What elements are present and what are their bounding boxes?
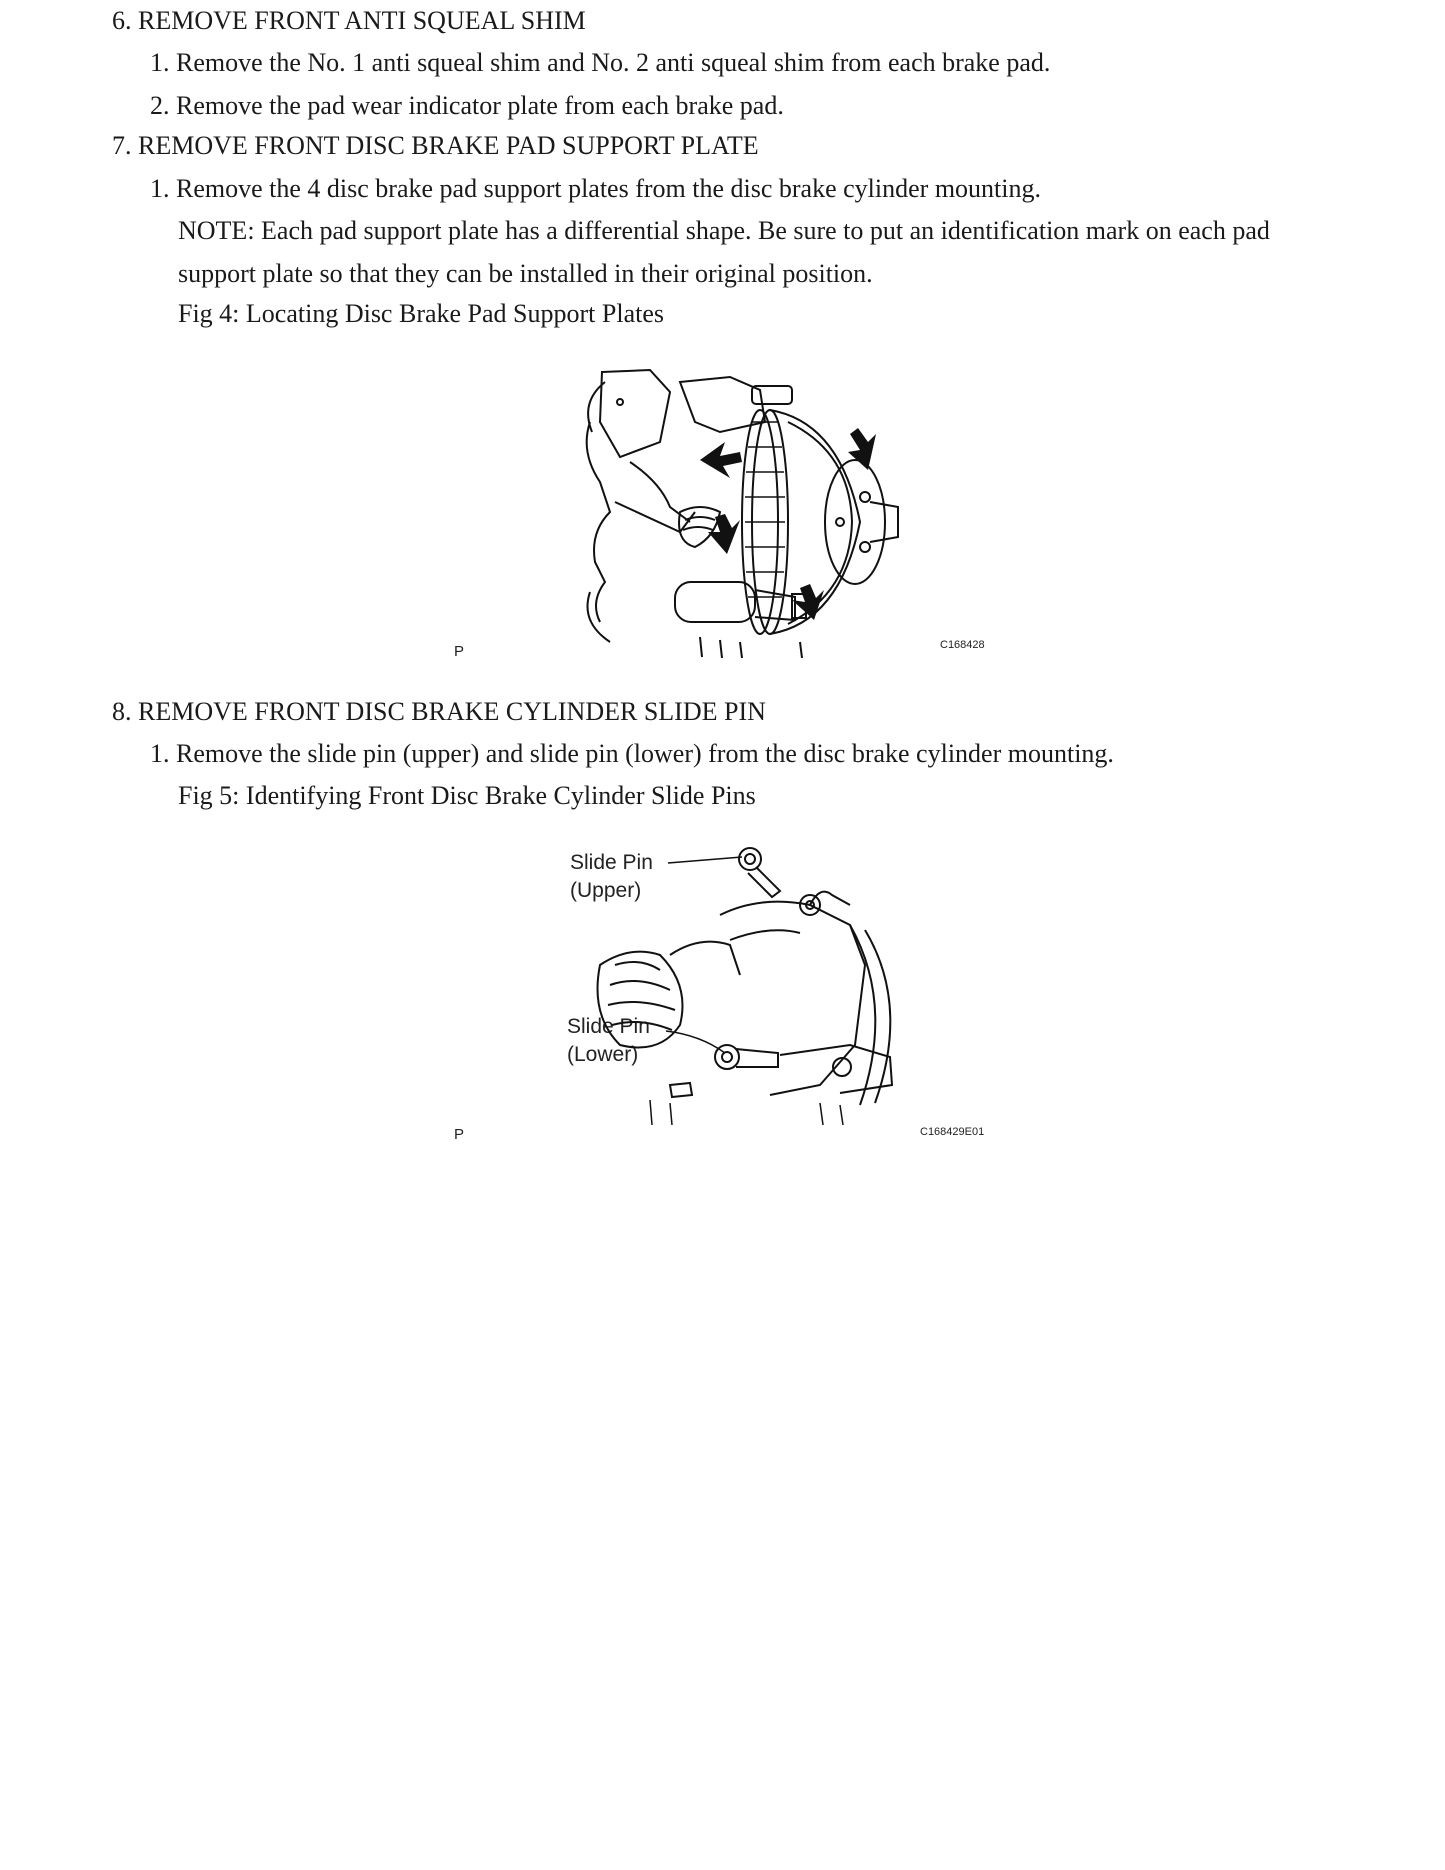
section-6-heading: 6. REMOVE FRONT ANTI SQUEAL SHIM [112, 6, 586, 35]
slide-pin-upper-label-line-1: Slide Pin [570, 851, 653, 874]
fig-4-code: C168428 [940, 639, 985, 651]
section-7-step-1: 1. Remove the 4 disc brake pad support plates from the disc brake cylinder mounting. [150, 174, 1041, 203]
section-6-step-2: 2. Remove the pad wear indicator plate from each brake pad. [150, 91, 784, 120]
slide-pin-lower-label-line-2: (Lower) [567, 1043, 639, 1066]
fig-5-caption: Fig 5: Identifying Front Disc Brake Cylinder Slide Pins [178, 781, 756, 810]
section-7-note-line-1: NOTE: Each pad support plate has a differential shape. Be sure to put an identification mark on each pad [178, 216, 1270, 245]
section-7-note-line-2: support plate so that they can be installed in their original position. [178, 259, 873, 288]
fig-5-slide-pin-illustration [454, 845, 1000, 1145]
slide-pin-lower-label-line-1: Slide Pin [567, 1015, 650, 1038]
fig-4-p-mark: P [454, 643, 465, 660]
section-7-heading: 7. REMOVE FRONT DISC BRAKE PAD SUPPORT PLATE [112, 131, 759, 160]
section-8-step-1: 1. Remove the slide pin (upper) and slide pin (lower) from the disc brake cylinder mounting. [150, 739, 1114, 768]
fig-5-p-mark: P [454, 1126, 465, 1143]
slide-pin-upper-label-line-2: (Upper) [570, 879, 642, 902]
fig-4-brake-illustration [454, 362, 1000, 662]
fig-5-code: C168429E01 [920, 1126, 985, 1138]
section-6-step-1: 1. Remove the No. 1 anti squeal shim and No. 2 anti squeal shim from each brake pad. [150, 48, 1051, 77]
section-8-heading: 8. REMOVE FRONT DISC BRAKE CYLINDER SLIDE PIN [112, 697, 766, 726]
fig-4-caption: Fig 4: Locating Disc Brake Pad Support Plates [178, 299, 665, 328]
